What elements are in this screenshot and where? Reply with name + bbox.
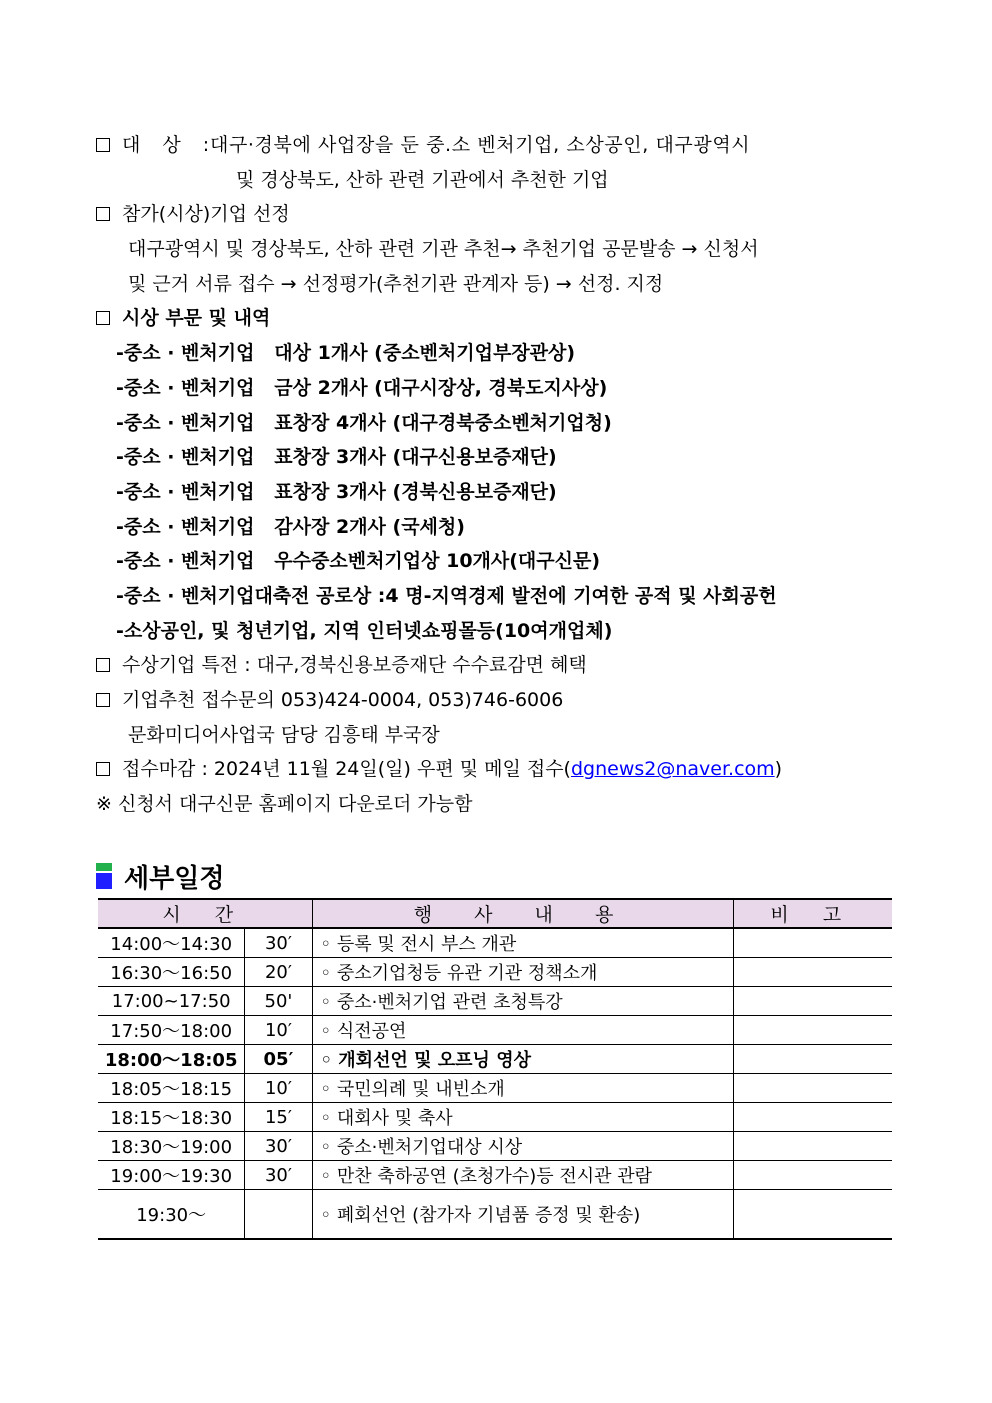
row-content: ◦ 등록 및 전시 부스 개관 (312, 928, 733, 958)
award-item: -소상공인, 및 청년기업, 지역 인터넷쇼핑몰등(10여개업체) (116, 619, 613, 642)
row-time: 17:50～18:00 (98, 1016, 245, 1045)
target-text: 대구·경북에 사업장을 둔 중.소 벤처기업, 소상공인, 대구광역시 (210, 134, 751, 156)
table-row (98, 1045, 892, 1074)
row-time: 16:30～16:50 (98, 958, 245, 987)
award-item: -중소 · 벤처기업 우수중소벤처기업상 10개사(대구신문) (116, 550, 601, 573)
table-row (98, 987, 892, 1016)
section-marker-icon (96, 863, 112, 889)
checkbox-square-icon (96, 693, 110, 707)
table-row (98, 1016, 892, 1045)
row-content: ◦ 식전공연 (312, 1016, 733, 1045)
schedule-table (98, 898, 892, 1240)
row-time: 19:00～19:30 (98, 1161, 245, 1190)
schedule-header-row (98, 899, 892, 928)
row-time: 18:15～18:30 (98, 1103, 245, 1132)
row-remarks (733, 928, 892, 958)
table-row (98, 1190, 892, 1240)
award-item: -중소 · 벤처기업 대상 1개사 (중소벤처기업부장관상) (116, 342, 576, 365)
row-time: 18:05～18:15 (98, 1074, 245, 1103)
checkbox-square-icon (96, 762, 110, 776)
row-duration (245, 1190, 312, 1240)
header-content: 행 사 내 용 (312, 899, 733, 928)
header-remarks: 비 고 (733, 899, 892, 928)
checkbox-square-icon (96, 207, 110, 221)
award-item: -중소 · 벤처기업 표창장 3개사 (경북신용보증재단) (116, 480, 557, 503)
table-row (98, 958, 892, 987)
contact-person: 문화미디어사업국 담당 김흥태 부국장 (128, 723, 440, 746)
selection-line-1: 대구광역시 및 경상북도, 산하 관련 기관 추천→ 추천기업 공문발송 → 신청서 (128, 238, 759, 261)
contact-text: 기업추천 접수문의 053)424-0004, 053)746-6006 (122, 689, 564, 711)
row-duration: 30′ (245, 928, 312, 958)
row-content: ◦ 중소·벤처기업 관련 초청특강 (312, 987, 733, 1016)
row-remarks (733, 1045, 892, 1074)
row-duration: 10′ (245, 1074, 312, 1103)
target-line (96, 128, 922, 163)
note-line: ※ 신청서 대구신문 홈페이지 다운로더 가능함 (96, 793, 473, 816)
selection-title: 참가(시상)기업 선정 (122, 203, 290, 226)
row-remarks (733, 958, 892, 987)
award-title: 시상 부문 및 내역 (122, 307, 271, 330)
deadline-text: 접수마감 : 2024년 11월 24일(일) 우편 및 메일 접수( (122, 758, 571, 781)
row-time: 19:30～ (98, 1190, 245, 1240)
row-content: ◦ 폐회선언 (참가자 기념품 증정 및 환송) (312, 1190, 733, 1240)
target-label: 대 상 : (122, 134, 218, 156)
row-duration: 30′ (245, 1132, 312, 1161)
row-remarks (733, 1016, 892, 1045)
row-remarks (733, 1074, 892, 1103)
table-row (98, 1161, 892, 1190)
row-remarks (733, 1103, 892, 1132)
email-link[interactable]: dgnews2@naver.com (570, 758, 775, 781)
row-time: 18:00～18:05 (98, 1045, 245, 1074)
row-duration: 20′ (245, 958, 312, 987)
row-duration: 15′ (245, 1103, 312, 1132)
row-content: ◦ 중소·벤처기업대상 시상 (312, 1132, 733, 1161)
selection-title-line (96, 197, 922, 232)
row-duration: 30′ (245, 1161, 312, 1190)
award-title-line (96, 301, 922, 336)
row-remarks (733, 987, 892, 1016)
checkbox-square-icon (96, 138, 110, 152)
table-row (98, 1132, 892, 1161)
row-remarks (733, 1161, 892, 1190)
row-content: ◦ 중소기업청등 유관 기관 정책소개 (312, 958, 733, 987)
row-remarks (733, 1132, 892, 1161)
row-content: ◦ 대회사 및 축사 (312, 1103, 733, 1132)
contact-line (96, 683, 922, 718)
row-content: ◦ 만찬 축하공연 (초청가수)등 전시관 관람 (312, 1161, 733, 1190)
document-body (96, 128, 922, 822)
row-content: ◦ 국민의례 및 내빈소개 (312, 1074, 733, 1103)
row-content: ◦ 개회선언 및 오프닝 영상 (312, 1045, 733, 1074)
row-time: 17:00~17:50 (98, 987, 245, 1016)
row-duration: 05′ (245, 1045, 312, 1074)
checkbox-square-icon (96, 658, 110, 672)
award-item: -중소 · 벤처기업 금상 2개사 (대구시장상, 경북도지사상) (116, 376, 608, 399)
deadline-line (96, 752, 922, 787)
row-time: 18:30～19:00 (98, 1132, 245, 1161)
table-row (98, 1074, 892, 1103)
award-item: -중소 · 벤처기업 감사장 2개사 (국세청) (116, 515, 465, 538)
table-row (98, 928, 892, 958)
schedule-title: 세부일정 (124, 863, 225, 894)
schedule-section-header (96, 858, 224, 894)
benefit-line (96, 648, 922, 683)
row-duration: 10′ (245, 1016, 312, 1045)
table-row (98, 1103, 892, 1132)
award-item: -중소 · 벤처기업 표창장 4개사 (대구경북중소벤처기업청) (116, 411, 612, 434)
selection-line-2: 및 근거 서류 접수 → 선정평가(추천기관 관계자 등) → 선정. 지정 (128, 272, 664, 295)
deadline-suffix: ) (774, 758, 783, 781)
row-duration: 50' (245, 987, 312, 1016)
checkbox-square-icon (96, 311, 110, 325)
row-remarks (733, 1190, 892, 1240)
benefit-text: 수상기업 특전 : 대구,경북신용보증재단 수수료감면 혜택 (122, 654, 587, 677)
row-time: 14:00～14:30 (98, 928, 245, 958)
target-line-2: 및 경상북도, 산하 관련 기관에서 추천한 기업 (236, 168, 609, 191)
award-item: -중소 · 벤처기업 표창장 3개사 (대구신용보증재단) (116, 446, 557, 469)
header-time: 시 간 (98, 899, 312, 928)
award-item: -중소 · 벤처기업대축전 공로상 :4 명-지역경제 발전에 기여한 공적 및 사회공헌 (116, 584, 777, 607)
